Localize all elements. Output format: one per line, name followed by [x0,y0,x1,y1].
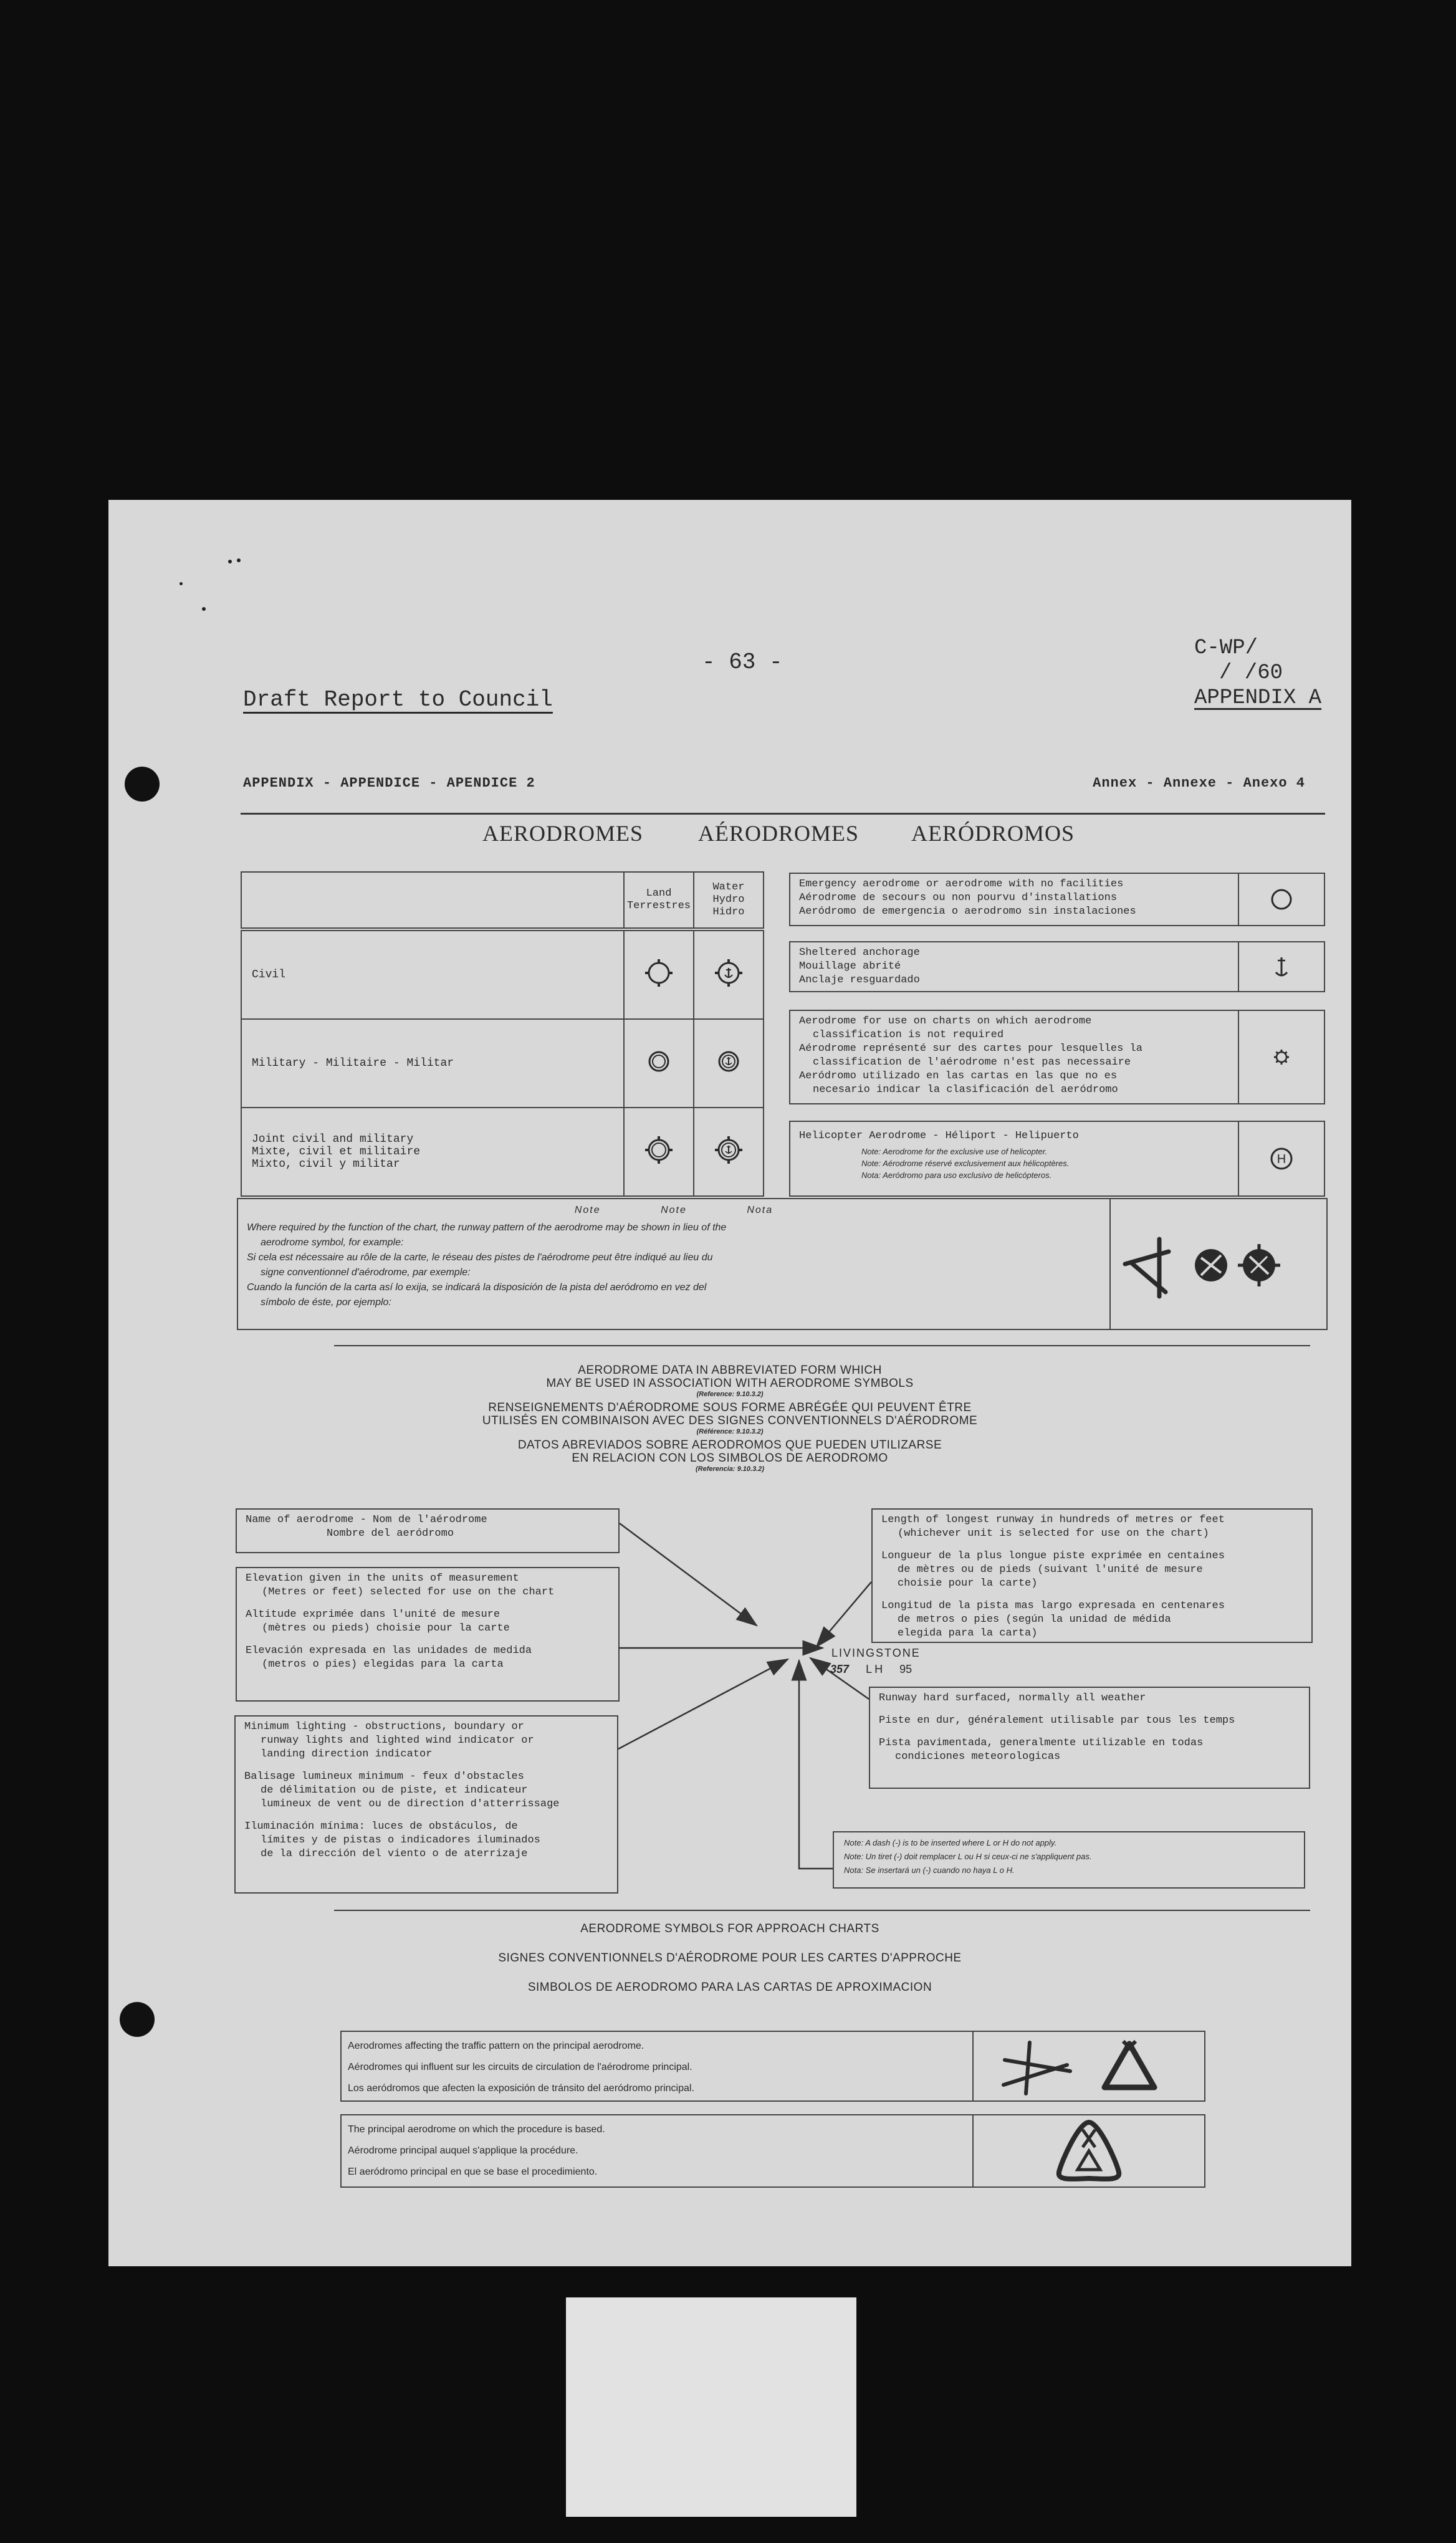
svg-text:H: H [1276,1152,1286,1166]
text-line: Balisage lumineux minimum - feux d'obstacles [244,1771,524,1783]
text-line: Name of aerodrome - Nom de l'aérodrome [246,1514,487,1526]
note-line: aerodrome symbol, for example: [261,1237,404,1248]
text-line: de mètres ou de pieds (suivant l'unité de mesure [898,1564,1203,1576]
text-line: runway lights and lighted wind indicator or [261,1735,534,1746]
principal-aerodrome-icon [1051,2117,1126,2185]
doc-ref-line-2: / /60 [1219,661,1283,685]
text-line: Length of longest runway in hundreds of metres or feet [881,1514,1225,1526]
col-water-es: Hidro [712,906,745,918]
row-label-line: Civil [252,969,286,981]
text-line: de délimitation ou de piste, et indicateur [261,1784,528,1796]
text-line: Emergency aerodrome or aerodrome with no facilities [799,878,1124,890]
text-line: Runway hard surfaced, normally all weather [879,1692,1146,1704]
arrow-surface [810,1658,869,1699]
section-title-en: AERODROMES [482,821,644,846]
text-line: lumineux de vent ou de direction d'atterrissage [261,1798,560,1810]
text-line: Aérodromes qui influent sur les circuits de circulation de l'aérodrome principal. [348,2062,692,2072]
approach-titles [108,1922,1351,1994]
example-runway-length: 95 [899,1663,912,1675]
annex-multilang: Annex - Annexe - Anexo 4 [1093,775,1305,791]
text-line: de metros o pies (según la unidad de médida [898,1614,1171,1626]
text-line: Aerodrome for use on charts on which aerodrome [799,1015,1092,1027]
symbol-cell [972,2032,1204,2100]
aerodrome-triangle-icon [1104,2041,1154,2087]
text-line: límites y de pistas o indicadores iluminados [261,1834,540,1846]
note-line: Note: A dash (-) is to be inserted where L or H do not apply. [844,1838,1057,1847]
note-line: Note: Aerodrome for the exclusive use of helicopter. [861,1147,1048,1156]
text-line: Elevation given in the units of measurement [246,1573,519,1584]
arrow-notes [799,1660,833,1869]
title-line-es: DATOS ABREVIADOS SOBRE AERODROMOS QUE PUEDEN UTILIZARSE [517,1439,942,1452]
note-line: Si cela est nécessaire au rôle de la carte, le réseau des pistes de l'aérodrome peut être indiqué au lieu du [247,1252,713,1263]
text-line: (whichever unit is selected for use on the chart) [898,1528,1209,1540]
appendix-multilang: APPENDIX - APPENDICE - APENDICE 2 [243,775,535,791]
text-line: elegida para la carta) [898,1627,1038,1639]
pointer-arrows [108,500,1351,2266]
note-heading-fr: Note [661,1205,687,1215]
text-line: Elevación expresada en las unidades de medida [246,1645,532,1657]
text-line: Longitud de la pista mas largo expresada en centenares [881,1600,1225,1612]
row-label-line: Military - Militaire - Militar [252,1057,454,1070]
reference-fr: (Référence: 9.10.3.2) [696,1428,764,1435]
runway-pattern-icon [1003,2043,1070,2094]
approach-title-es: SIMBOLOS DE AERODROMO PARA LAS CARTAS DE APROXIMACION [527,1981,932,1994]
note-line: Where required by the function of the chart, the runway pattern of the aerodrome may be shown in lieu of the [247,1222,727,1233]
arrow-runway-length [817,1582,871,1647]
note-line: Cuando la función de la carta así lo exija, se indicará la disposición de la pista del aeródromo en vez del [247,1282,707,1293]
doc-ref-line-1: C-WP/ [1194,636,1258,660]
text-line: Aérodrome de secours ou non pourvu d'installations [799,892,1118,904]
section-title-fr: AÉRODROMES [698,821,860,846]
text-line: landing direction indicator [261,1748,433,1760]
text-line: Pista pavimentada, generalmente utilizable en todas [879,1737,1204,1749]
appendix-label: APPENDIX A [1194,686,1322,710]
text-line: condiciones meteorologicas [895,1751,1061,1763]
symbol-cell [972,2115,1204,2186]
text-line: Aeródromo de emergencia o aerodromo sin instalaciones [799,906,1136,917]
approach-title-fr: SIGNES CONVENTIONNELS D'AÉRODROME POUR LES CARTES D'APPROCHE [498,1952,962,1965]
principal-aerodrome-box [340,2114,1205,2188]
text-line: (mètres ou pieds) choisie pour la carte [262,1622,510,1634]
text-line: Mouillage abrité [799,960,901,972]
approach-title-en: AERODROME SYMBOLS FOR APPROACH CHARTS [580,1922,879,1935]
text-line: Nombre del aeródromo [327,1528,454,1540]
divider [334,1910,1310,1911]
arrow-name [620,1523,757,1626]
example-aerodrome-name: LIVINGSTONE [831,1647,921,1659]
text-line: necesario indicar la clasificación del aeródromo [813,1084,1118,1096]
row-label-line: Mixte, civil et militaire [252,1146,421,1158]
note-line: Note: Aérodrome réservé exclusivement aux hélicoptères. [861,1159,1070,1168]
text-line: The principal aerodrome on which the procedure is based. [348,2124,605,2135]
text-line: Anclaje resguardado [799,974,920,986]
note-line: símbolo de éste, por ejemplo: [261,1297,391,1308]
row-label-line: Mixto, civil y militar [252,1158,400,1171]
text-line: choisie pour la carte) [898,1578,1038,1589]
text-line: classification de l'aérodrome n'est pas necessaire [813,1056,1131,1068]
col-land-en: Land [646,888,672,899]
title-line-fr: RENSEIGNEMENTS D'AÉRODROME SOUS FORME ABRÉGÉE QUI PEUVENT ÊTRE [488,1401,972,1414]
title-line-fr: UTILISÉS EN COMBINAISON AVEC DES SIGNES CONVENTIONNELS D'AÉRODROME [482,1414,978,1427]
note-line: Nota: Aeródromo para uso exclusivo de helicópteros. [861,1171,1052,1180]
text-line: Aerodromes affecting the traffic pattern on the principal aerodrome. [348,2041,644,2051]
section-title-es: AERÓDROMOS [911,821,1075,846]
example-lighting-codes: LH [866,1663,886,1675]
text-line: Helicopter Aerodrome - Héliport - Helipuerto [799,1130,1079,1142]
note-line: Nota: Se insertará un (-) cuando no haya L o H. [844,1865,1015,1875]
col-land-fr: Terrestres [626,900,691,912]
note-line: Note: Un tiret (-) doit remplacer L ou H si ceux-ci ne s'appliquent pas. [844,1852,1092,1861]
arrow-lighting [618,1659,788,1749]
example-elevation: 357 [830,1663,850,1675]
reference-es: (Referencia: 9.10.3.2) [695,1465,765,1473]
blank-card [566,2297,856,2517]
text-line: Aérodrome représenté sur des cartes pour lesquelles la [799,1043,1142,1055]
text-line: de la dirección del viento o de aterrizaje [261,1848,528,1860]
note-heading-en: Note [574,1205,601,1215]
text-line: Minimum lighting - obstructions, boundary or [244,1721,524,1733]
box-text [342,2032,972,2100]
note-line: signe conventionnel d'aérodrome, par exemple: [261,1267,471,1278]
title-line-en: MAY BE USED IN ASSOCIATION WITH AERODROME SYMBOLS [546,1377,914,1390]
text-line: Longueur de la plus longue piste exprimée en centaines [881,1550,1225,1562]
text-line: Altitude exprimée dans l'unité de mesure [246,1609,501,1621]
document-page [108,500,1351,2266]
page-number: - 63 - [702,649,783,675]
col-water-fr: Hydro [712,894,745,906]
col-water-en: Water [712,881,745,893]
text-line: Piste en dur, généralement utilisable par tous les temps [879,1715,1235,1726]
text-line: Sheltered anchorage [799,947,920,959]
text-line: Iluminación mínima: luces de obstáculos, de [244,1821,518,1832]
text-line: Aérodrome principal auquel s'applique la procédure. [348,2145,578,2156]
affecting-aerodromes-box [340,2031,1205,2102]
note-heading-es: Nota [747,1205,774,1215]
text-line: (Metres or feet) selected for use on the chart [262,1586,555,1598]
affecting-aerodrome-icons [986,2035,1192,2097]
row-label-line: Joint civil and military [252,1133,414,1146]
text-line: (metros o pies) elegidas para la carta [262,1659,504,1670]
draft-title: Draft Report to Council [243,687,553,712]
text-line: El aeródromo principal en que se base el procedimiento. [348,2167,598,2177]
text-line: Los aeródromos que afecten la exposición de tránsito del aeródromo principal. [348,2083,694,2094]
box-text [342,2115,972,2186]
title-line-en: AERODROME DATA IN ABBREVIATED FORM WHICH [578,1364,882,1377]
text-line: classification is not required [813,1029,1004,1041]
text-line: Aeródromo utilizado en las cartas en las que no es [799,1070,1118,1082]
title-line-es: EN RELACION CON LOS SIMBOLOS DE AERODROMO [572,1452,888,1465]
reference-en: (Reference: 9.10.3.2) [696,1391,764,1398]
